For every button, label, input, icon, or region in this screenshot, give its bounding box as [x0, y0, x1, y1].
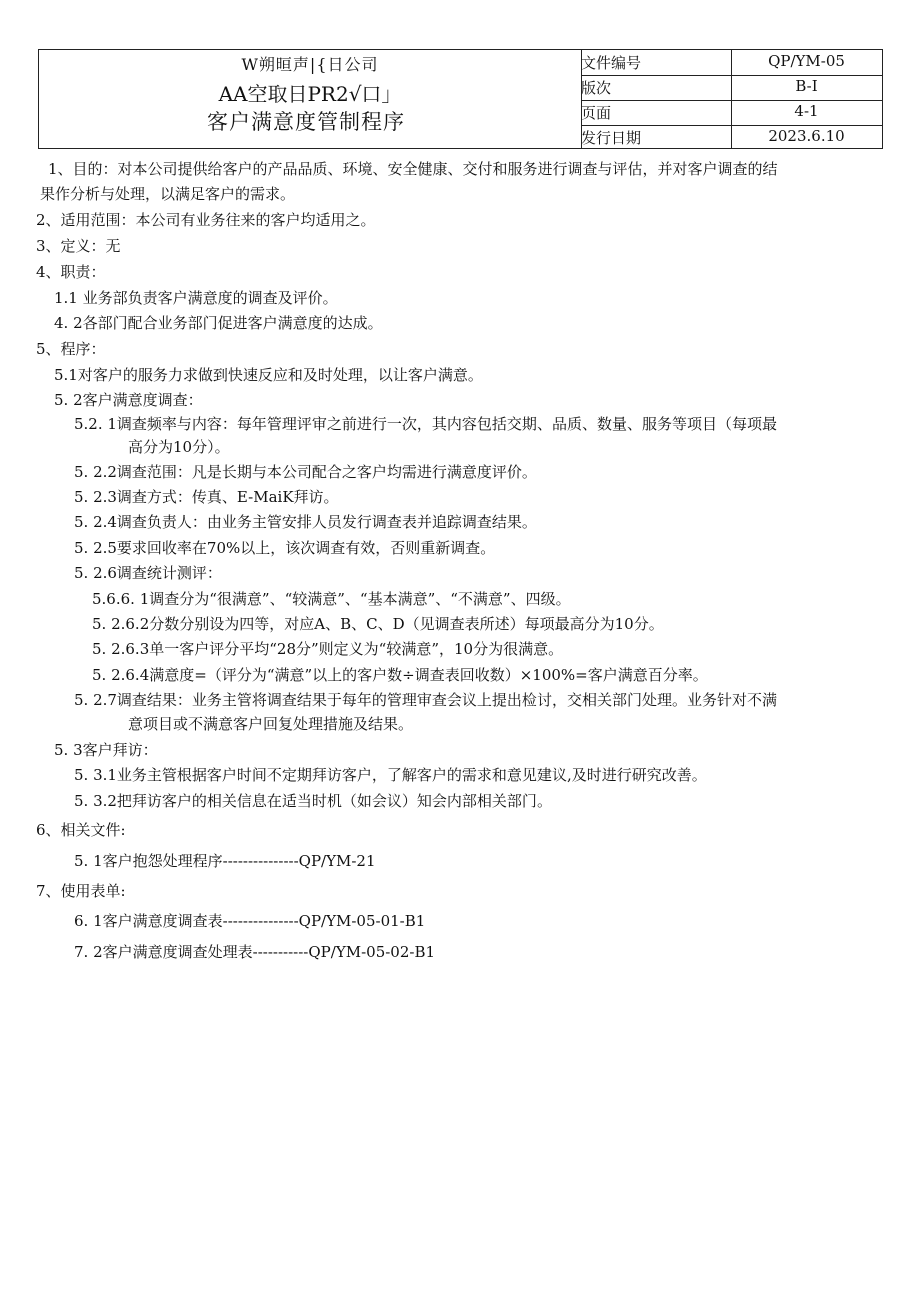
company-block: [39, 50, 582, 148]
procedure-subitem: 5. 3.2把拜访客户的相关信息在适当时机（如会议）知会内部相关部门。: [74, 792, 552, 810]
meta-label: 版次: [581, 79, 612, 97]
procedure-subitem: 5. 2.3调查方式：传真、E-MaiK拜访。: [74, 488, 339, 506]
procedure-subitem: 5. 2.4调查负责人：由业务主管安排人员发行调查表并追踪调查结果。: [74, 513, 537, 531]
responsibility-item: 1.1 业务部负责客户满意度的调查及评价。: [54, 289, 338, 307]
meta-value: 2023.6.10: [768, 127, 845, 145]
meta-row-page: [581, 100, 882, 126]
procedure-item: 5. 2客户满意度调查：: [54, 391, 203, 409]
procedure-subitem: 5. 3.1业务主管根据客户时间不定期拜访客户，了解客户的需求和意见建议,及时进行研究改善。: [74, 766, 707, 784]
document-title: 客户满意度管制程序: [207, 110, 405, 134]
form-item: 7. 2客户满意度调查处理表-----------QP/YM-05-02-B1: [74, 943, 436, 961]
meta-label: 发行日期: [581, 129, 642, 147]
section-purpose: 1、目的：对本公司提供给客户的产品品质、环境、安全健康、交付和服务进行调查与评估，并对客户调查的结: [48, 160, 778, 178]
procedure-subitem: 5. 2.7调查结果：业务主管将调查结果于每年的管理审查会议上提出检讨，交相关部门处理。业务针对不满: [74, 691, 777, 709]
company-name-line2: AA空取日PR2√口」: [218, 82, 402, 106]
meta-value: QP/YM-05: [768, 52, 845, 70]
meta-value: 4-1: [794, 102, 819, 120]
form-item: 6. 1客户满意度调查表---------------QP/YM-05-01-B1: [74, 912, 426, 930]
procedure-subitem: 5. 2.5要求回收率在70%以上，该次调查有效，否则重新调查。: [74, 539, 496, 557]
meta-row-version: [581, 75, 882, 101]
meta-label: 页面: [581, 104, 612, 122]
meta-label: 文件编号: [581, 54, 642, 72]
procedure-subitem-cont: 高分为10分）。: [128, 438, 230, 456]
document-header: [38, 49, 883, 149]
meta-row-issue-date: [581, 125, 882, 148]
procedure-subitem: 5. 2.2调查范围：凡是长期与本公司配合之客户均需进行满意度评价。: [74, 463, 537, 481]
section-definition: 3、定义：无: [36, 237, 121, 255]
procedure-subsubitem: 5. 2.6.2分数分别设为四等，对应A、B、C、D（见调查表所述）每项最高分为10分。: [92, 615, 664, 633]
procedure-subsubitem: 5.6.6. 1调查分为“很满意”、“较满意”、“基本满意”、“不满意”、四级。: [92, 590, 571, 608]
procedure-subitem: 5. 2.6调查统计测评：: [74, 564, 222, 582]
company-name-line1: W朔晅声|{日公司: [241, 55, 379, 74]
section-forms: 7、使用表单:: [36, 882, 126, 900]
procedure-subitem: 5.2. 1调查频率与内容：每年管理评审之前进行一次，其内容包括交期、品质、数量、服务等项目（每项最: [74, 415, 777, 433]
related-doc-item: 5. 1客户抱怨处理程序---------------QP/YM-21: [74, 852, 376, 870]
procedure-subitem-cont: 意项目或不满意客户回复处理措施及结果。: [128, 715, 414, 733]
document-meta-table: [581, 50, 882, 148]
section-related-docs: 6、相关文件:: [36, 821, 126, 839]
section-scope: 2、适用范围：本公司有业务往来的客户均适用之。: [36, 211, 376, 229]
responsibility-item: 4. 2各部门配合业务部门促进客户满意度的达成。: [54, 314, 383, 332]
procedure-item: 5. 3客户拜访：: [54, 741, 158, 759]
section-procedure: 5、程序：: [36, 340, 106, 358]
meta-row-doc-number: [581, 50, 882, 76]
section-responsibility: 4、职责：: [36, 263, 106, 281]
section-purpose-cont: 果作分析与处理，以满足客户的需求。: [40, 185, 296, 203]
meta-value: B-I: [795, 77, 818, 95]
procedure-item: 5.1对客户的服务力求做到快速反应和及时处理，以让客户满意。: [54, 366, 483, 384]
procedure-subsubitem: 5. 2.6.4满意度=（评分为“满意”以上的客户数÷调查表回收数）×100%=客户满意百分率。: [92, 666, 708, 684]
procedure-subsubitem: 5. 2.6.3单一客户评分平均“28分”则定义为“较满意”，10分为很满意。: [92, 640, 564, 658]
